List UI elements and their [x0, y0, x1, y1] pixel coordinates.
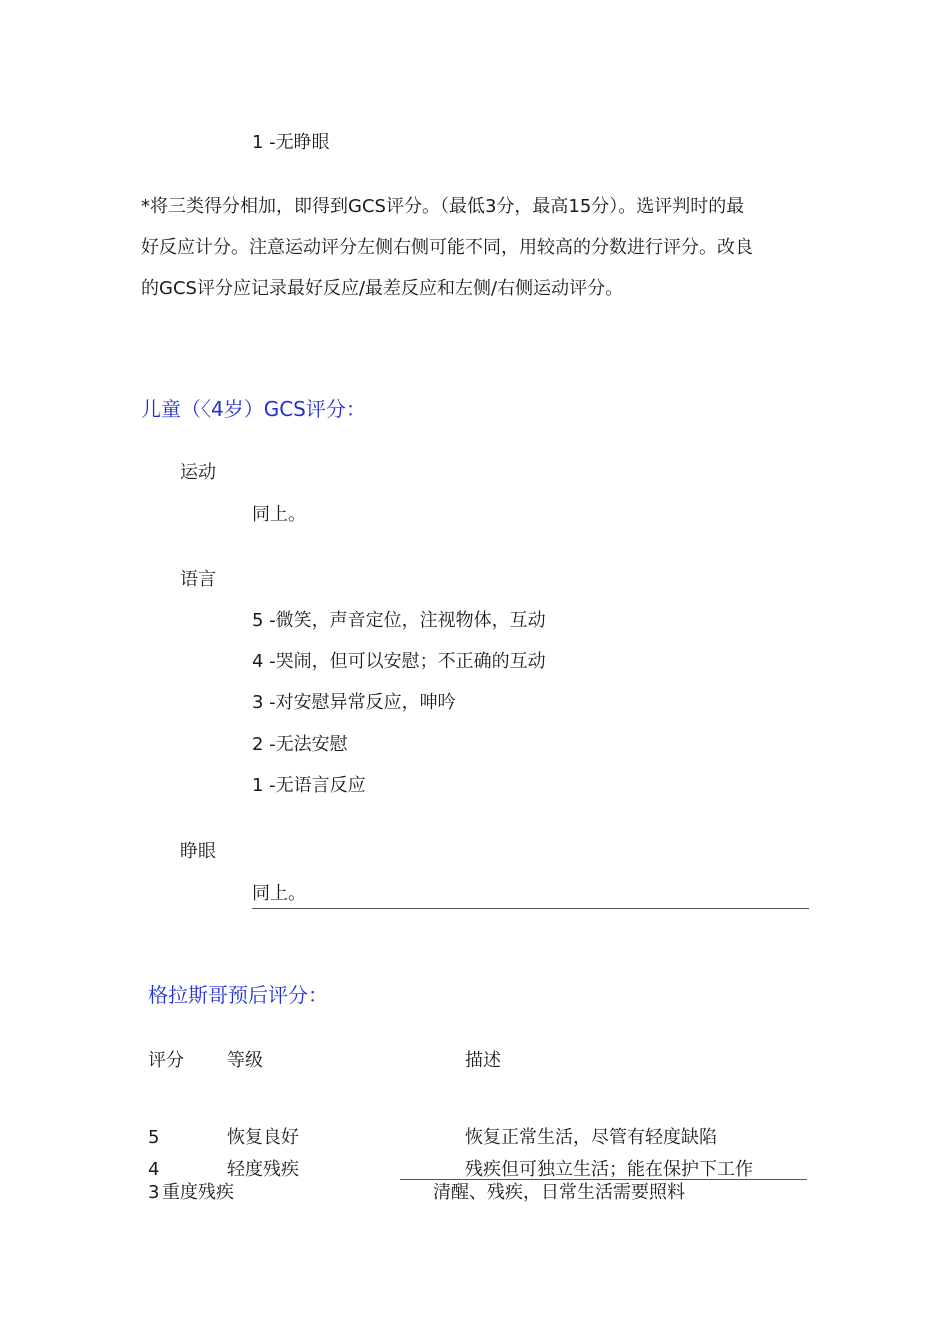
gcs-note-line-3: 的GCS评分应记录最好反应/最差反应和左侧/右侧运动评分。 — [141, 278, 624, 299]
row-score: 3 — [148, 1182, 160, 1203]
eye-text: 同上。 — [252, 883, 306, 904]
gcs-note — [141, 186, 811, 309]
row-description: 恢复正常生活，尽管有轻度缺陷 — [465, 1127, 717, 1148]
row-description: 残疾但可独立生活；能在保护下工作 — [465, 1159, 753, 1180]
verbal-label: 语言 — [180, 569, 216, 590]
motor-label: 运动 — [180, 462, 216, 483]
column-header-grade: 等级 — [227, 1050, 263, 1071]
motor-text: 同上。 — [252, 504, 306, 525]
column-header-score: 评分 — [148, 1050, 184, 1071]
verbal-item: 5 -微笑，声音定位，注视物体，互动 — [252, 610, 546, 631]
verbal-item: 1 -无语言反应 — [252, 775, 366, 796]
row-divider — [400, 1179, 807, 1180]
eye-score-1: 1 -无睁眼 — [252, 132, 330, 153]
verbal-item: 4 -哭闹，但可以安慰；不正确的互动 — [252, 651, 546, 672]
section-divider — [252, 908, 809, 909]
column-header-description: 描述 — [465, 1050, 501, 1071]
verbal-item: 3 -对安慰异常反应，呻吟 — [252, 692, 456, 713]
gcs-note-line-1: *将三类得分相加，即得到GCS评分。（最低3分，最高15分）。选评判时的最 — [141, 196, 745, 217]
row-description: 清醒、残疾，日常生活需要照料 — [433, 1182, 685, 1203]
children-gcs-heading: 儿童（〈4岁）GCS评分： — [141, 397, 366, 421]
verbal-item: 2 -无法安慰 — [252, 734, 348, 755]
row-score: 4 — [148, 1159, 160, 1180]
row-grade: 轻度残疾 — [227, 1159, 299, 1180]
row-grade: 恢复良好 — [227, 1127, 299, 1148]
gcs-note-line-2: 好反应计分。注意运动评分左侧右侧可能不同，用较高的分数进行评分。改良 — [141, 237, 753, 258]
row-score: 5 — [148, 1127, 160, 1148]
prognosis-heading: 格拉斯哥预后评分： — [148, 983, 328, 1007]
eye-label: 睁眼 — [180, 841, 216, 862]
row-grade: 重度残疾 — [162, 1182, 234, 1203]
